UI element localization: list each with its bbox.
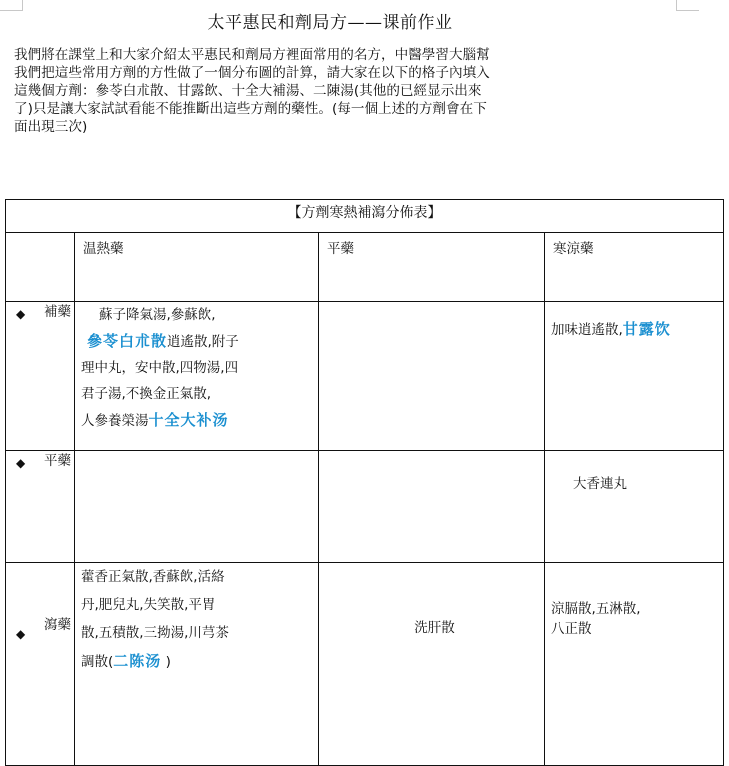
intro-line: 我們把這些常用方劑的方性做了一個分布圖的計算，請大家在以下的格子內填入 — [14, 65, 490, 81]
header-neutral: 平藥 — [319, 233, 545, 302]
cell-neutral-neutral[interactable] — [319, 451, 545, 563]
text-fragment: 加味逍遙散, — [551, 322, 623, 338]
row-label: 補藥 — [44, 304, 71, 320]
row-label-cell — [6, 563, 75, 766]
cell-tonify-cold — [545, 302, 724, 451]
cell-purge-warm — [75, 563, 319, 766]
cell-neutral-cold: 大香連丸 — [545, 451, 724, 563]
document-title: 太平惠民和劑局方——课前作业 — [207, 13, 453, 33]
header-empty-cell — [6, 233, 75, 302]
table-row-neutral — [6, 451, 724, 563]
text-line: 君子湯,不換金正氣散, — [81, 386, 212, 402]
formula-distribution-table — [5, 199, 724, 766]
text-line: 散,五積散,三拗湯,川芎茶 — [81, 625, 229, 641]
text-fragment: 調散( — [81, 654, 114, 670]
handwritten-answer[interactable]: 二陈汤 — [113, 652, 162, 670]
text-line — [81, 407, 318, 434]
table-header-row — [6, 233, 724, 302]
intro-line: 這幾個方劑：參苓白朮散、甘露飲、十全大補湯、二陳湯(其他的已經显示出來 — [14, 83, 482, 99]
cell-purge-neutral: 洗肝散 — [319, 563, 545, 766]
row-label: 平藥 — [44, 453, 71, 469]
table-row-tonify — [6, 302, 724, 451]
text-line: 藿香正氣散,香蘇飲,活絡 — [81, 569, 225, 585]
text-fragment: 人參養榮湯 — [81, 413, 149, 429]
row-label-cell — [6, 302, 75, 451]
text-fragment: 逍遙散,附子 — [167, 334, 239, 350]
intro-line: 我們將在課堂上和大家介紹太平惠民和劑局方裡面常用的名方，中醫學習大腦幫 — [14, 47, 490, 63]
cell-tonify-neutral[interactable] — [319, 302, 545, 451]
handwritten-answer[interactable]: 甘露饮 — [622, 320, 671, 338]
intro-line: 了)只是讓大家試試看能不能推斷出這些方劑的藥性。(每一個上述的方劑會在下 — [14, 101, 487, 117]
header-warm: 温熱藥 — [75, 233, 319, 302]
diamond-bullet-icon: ◆ — [16, 456, 26, 470]
text-line — [81, 328, 318, 355]
intro-paragraph — [14, 46, 679, 136]
handwritten-answer[interactable]: 十全大补汤 — [148, 411, 229, 429]
table-caption: 【方劑寒熱補瀉分佈表】 — [6, 200, 724, 233]
text-line: 理中丸，安中散,四物湯,四 — [81, 360, 239, 376]
text-line: 丹,肥兒丸,失笑散,平胃 — [81, 597, 216, 613]
row-label: 瀉藥 — [44, 617, 71, 633]
text-line: 涼膈散,五淋散, — [551, 601, 641, 617]
row-label-cell — [6, 451, 75, 563]
text-fragment: ) — [161, 654, 171, 670]
intro-line: 面出現三次) — [14, 119, 88, 135]
cell-purge-cold — [545, 563, 724, 766]
page-corner-mark-right — [676, 0, 699, 11]
header-cold: 寒涼藥 — [545, 233, 724, 302]
cell-neutral-warm[interactable] — [75, 451, 319, 563]
handwritten-answer[interactable]: 參苓白朮散 — [87, 332, 168, 350]
cell-tonify-warm — [75, 302, 319, 451]
text-line: 蘇子降氣湯,參蘇飲, — [99, 307, 216, 323]
text-line: 八正散 — [551, 621, 592, 637]
diamond-bullet-icon: ◆ — [16, 307, 26, 321]
table-row-purge — [6, 563, 724, 766]
diamond-bullet-icon: ◆ — [16, 627, 26, 641]
text-line — [81, 647, 318, 676]
